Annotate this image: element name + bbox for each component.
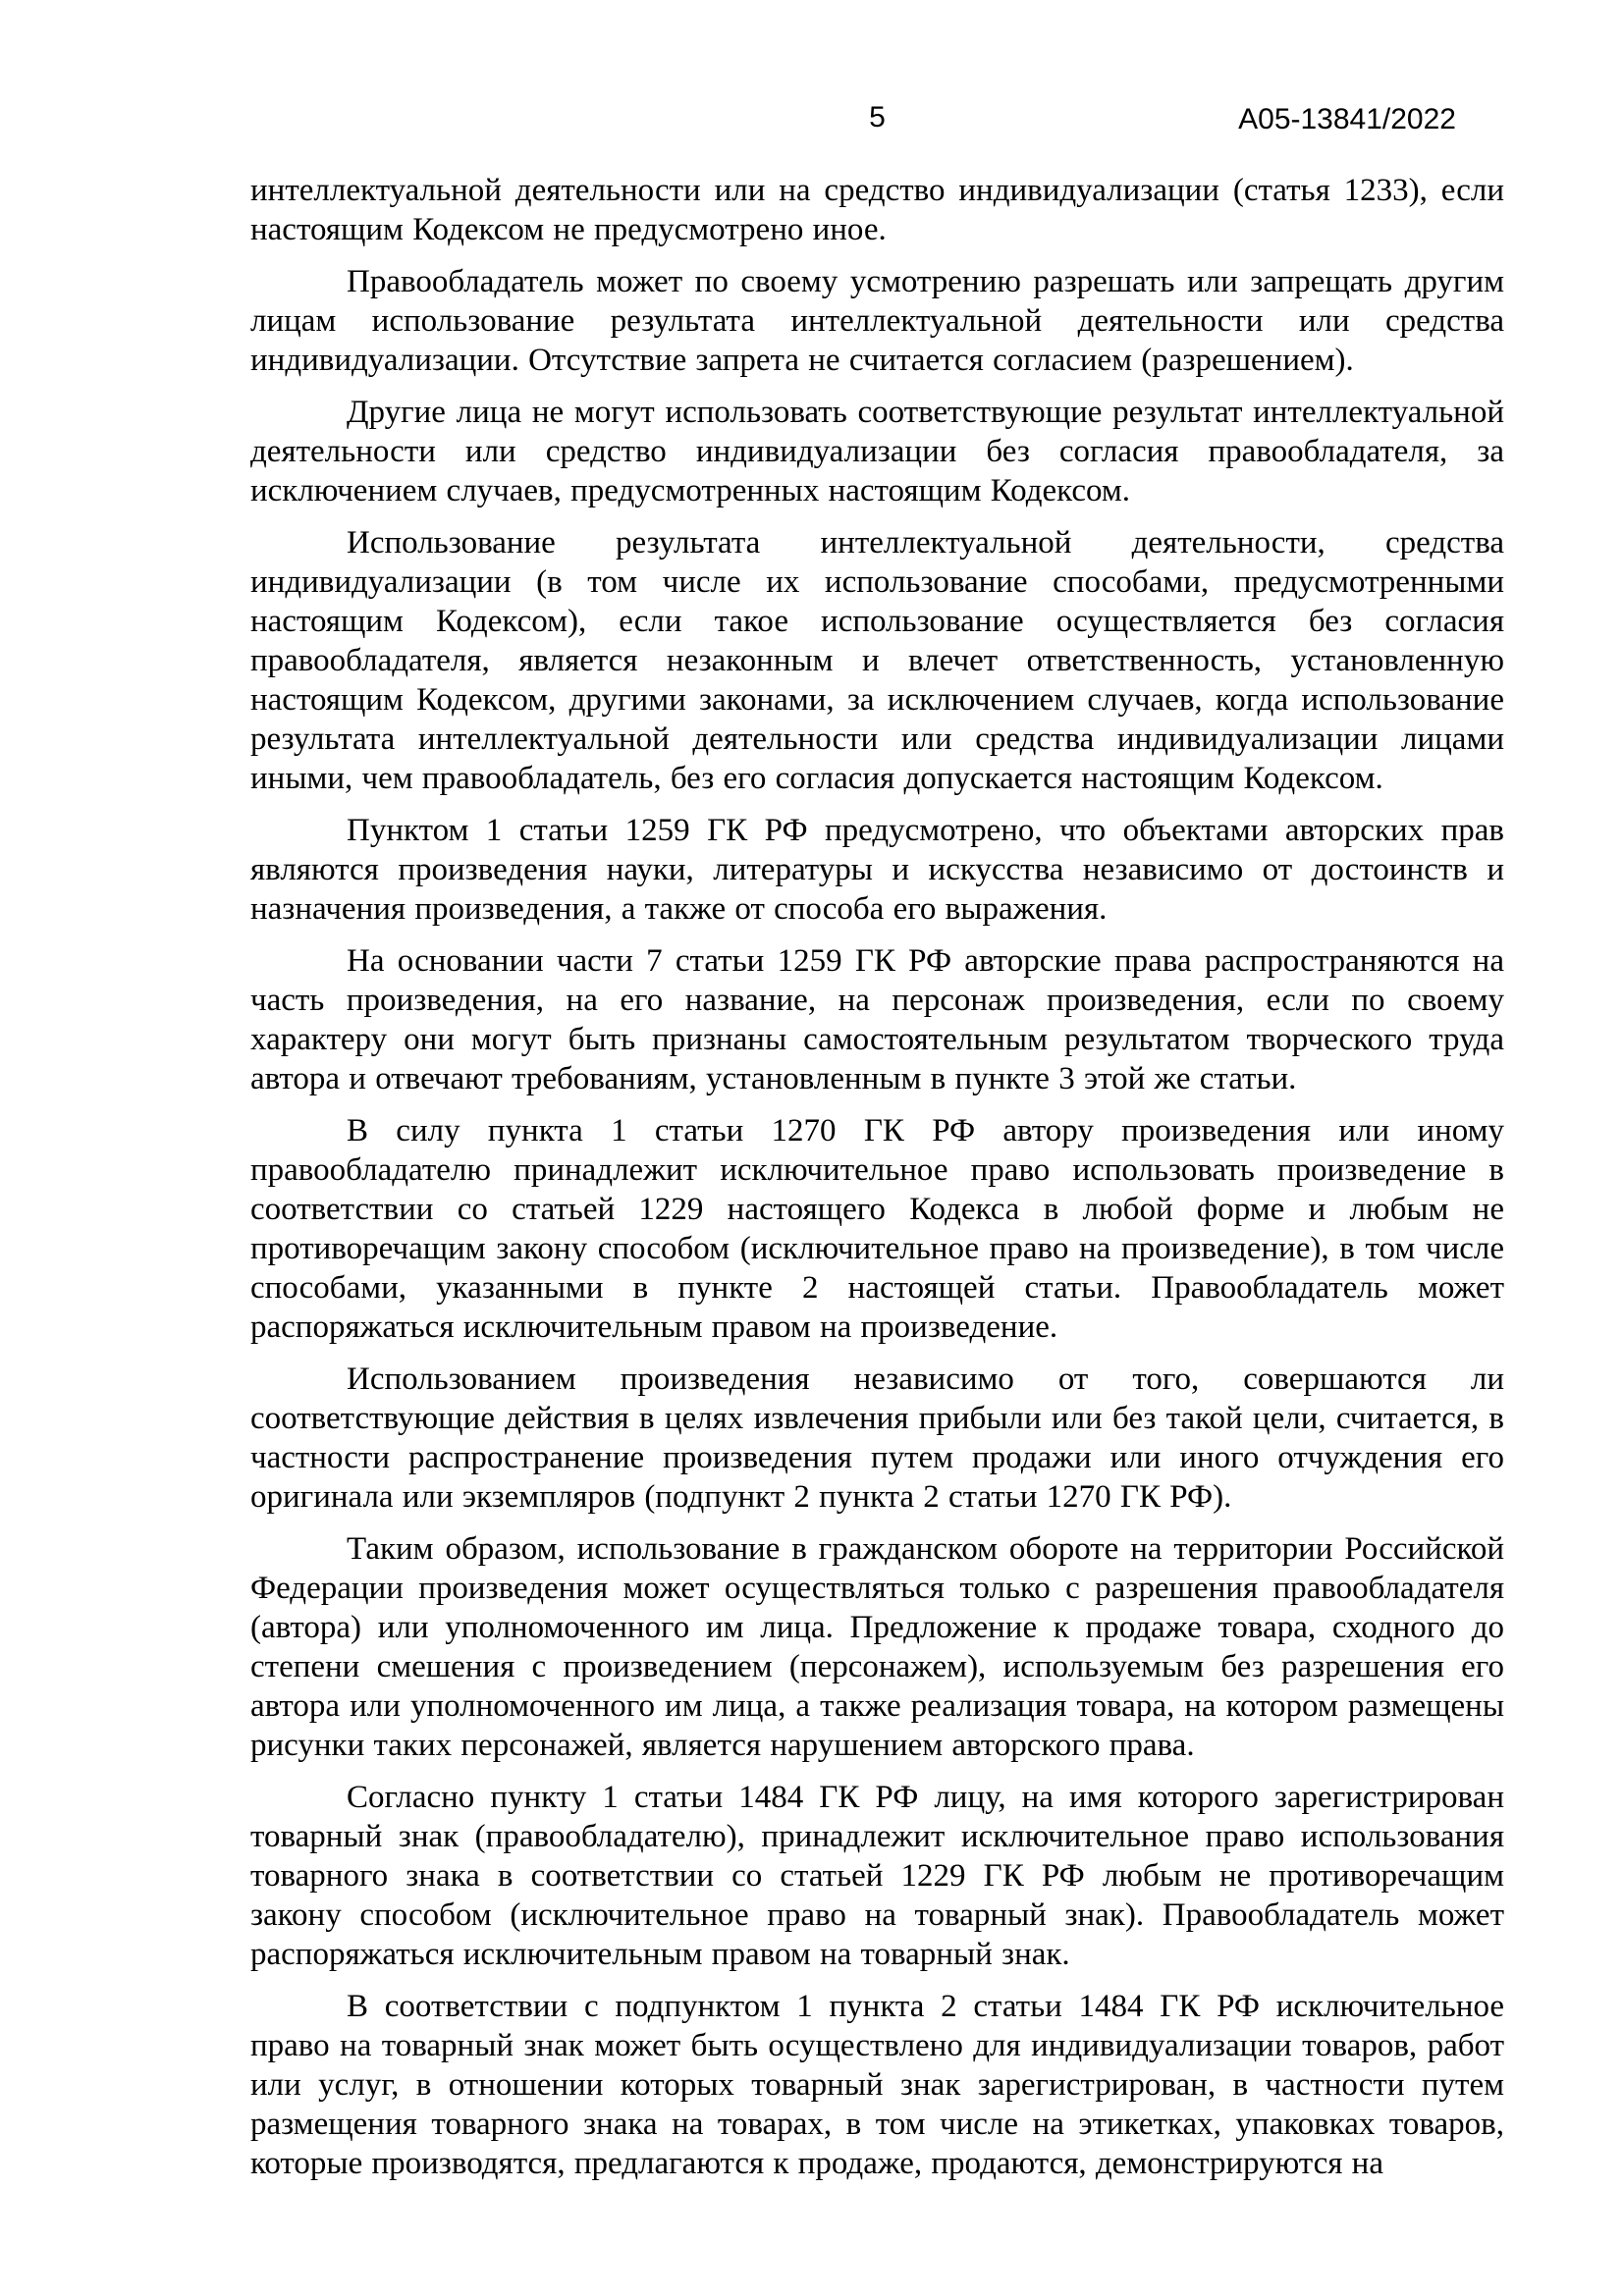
document-body <box>250 171 1504 2196</box>
paragraph: Правообладатель может по своему усмотрению разрешать или запрещать другим лицам использование результата интеллектуальной деятельности или средства индивидуализации. Отсутствие запрета не считается согласием (разрешением). <box>250 264 1504 378</box>
paragraph: Другие лица не могут использовать соответствующие результат интеллектуальной деятельности или средство индивидуализации без согласия правообладателя, за исключением случаев, предусмотренных настоящим Кодексом. <box>250 395 1504 508</box>
paragraph: Использованием произведения независимо от того, совершаются ли соответствующие действия в целях извлечения прибыли или без такой цели, считается, в частности распространение произведения путем продажи или иного отчуждения его оригинала или экземпляров (подпункт 2 пункта 2 статьи 1270 ГК РФ). <box>250 1362 1504 1515</box>
paragraph: Использование результата интеллектуальной деятельности, средства индивидуализации (в том числе их использование способами, предусмотренными настоящим Кодексом), если такое использование осуществляется без согласия правообладателя, является незаконным и влечет ответственность, установленную настоящим Кодексом, другими законами, за исключением случаев, когда использование результата интеллектуальной деятельности или средства индивидуализации лицами иными, чем правообладатель, без его согласия допускается настоящим Кодексом. <box>250 525 1504 796</box>
case-number: А05-13841/2022 <box>1238 103 1456 135</box>
paragraph: Таким образом, использование в гражданском обороте на территории Российской Федерации произведения может осуществляться только с разрешения правообладателя (автора) или уполномоченного им лица. Предложение к продаже товара, сходного до степени смешения с произведением (персонажем), используемым без разрешения его автора или уполномоченного им лица, а также реализация товара, на котором размещены рисунки таких персонажей, является нарушением авторского права. <box>250 1531 1504 1763</box>
paragraph: В соответствии с подпунктом 1 пункта 2 статьи 1484 ГК РФ исключительное право на товарный знак может быть осуществлено для индивидуализации товаров, работ или услуг, в отношении которых товарный знак зарегистрирован, в частности путем размещения товарного знака на товарах, в том числе на этикетках, упаковках товаров, которые производятся, предлагаются к продаже, продаются, демонстрируются на <box>250 1989 1504 2181</box>
paragraph: интеллектуальной деятельности или на средство индивидуализации (статья 1233), если настоящим Кодексом не предусмотрено иное. <box>250 173 1504 247</box>
paragraph: В силу пункта 1 статьи 1270 ГК РФ автору произведения или иному правообладателю принадлежит исключительное право использовать произведение в соответствии со статьей 1229 настоящего Кодекса в любой форме и любым не противоречащим закону способом (исключительное право на произведение), в том числе способами, указанными в пункте 2 настоящей статьи. Правообладатель может распоряжаться исключительным правом на произведение. <box>250 1113 1504 1345</box>
page-number: 5 <box>869 101 886 133</box>
paragraph: Согласно пункту 1 статьи 1484 ГК РФ лицу, на имя которого зарегистрирован товарный знак (правообладателю), принадлежит исключительное право использования товарного знака в соответствии со статьей 1229 ГК РФ любым не противоречащим закону способом (исключительное право на товарный знак). Правообладатель может распоряжаться исключительным правом на товарный знак. <box>250 1780 1504 1972</box>
paragraph: На основании части 7 статьи 1259 ГК РФ авторские права распространяются на часть произведения, на его название, на персонаж произведения, если по своему характеру они могут быть признаны самостоятельным результатом творческого труда автора и отвечают требованиям, установленным в пункте 3 этой же статьи. <box>250 943 1504 1096</box>
page-header <box>250 98 1504 141</box>
paragraph: Пунктом 1 статьи 1259 ГК РФ предусмотрено, что объектами авторских прав являются произведения науки, литературы и искусства независимо от достоинств и назначения произведения, а также от способа его выражения. <box>250 813 1504 927</box>
